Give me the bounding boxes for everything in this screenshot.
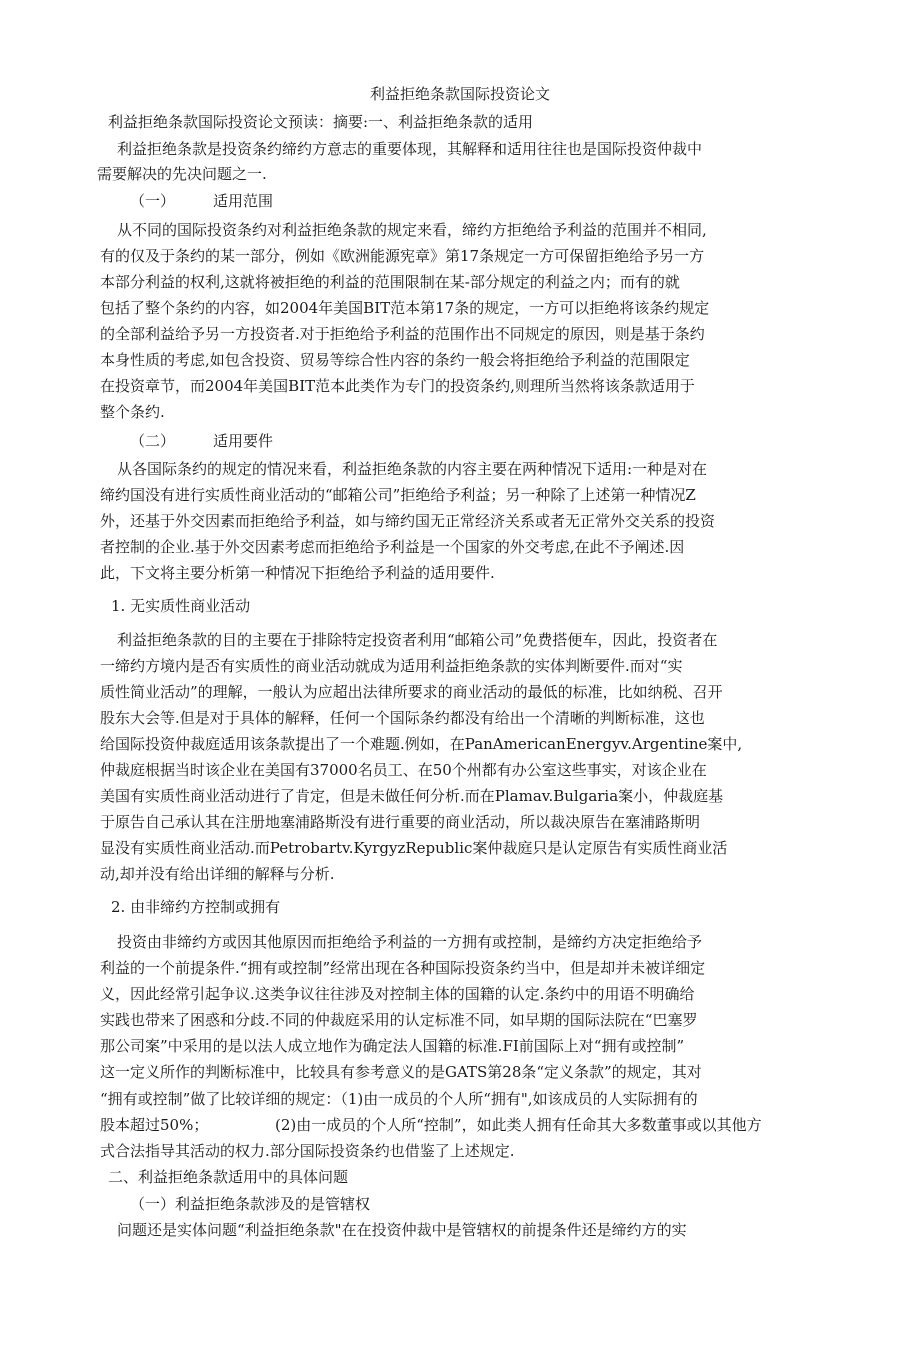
paragraph-line: 问题还是实体问题“利益拒绝条款"在在投资仲裁中是管辖权的前提条件还是缔约方的实 xyxy=(117,1221,687,1239)
paragraph-line: 美国有实质性商业活动进行了肯定，但是未做任何分析.而在Plamav.Bulgaria案小，仲裁庭基 xyxy=(100,787,724,805)
paragraph-line: 整个条约. xyxy=(100,403,165,421)
paragraph-line: 式合法指导其活动的权力.部分国际投资条约也借鉴了上述规定. xyxy=(100,1142,515,1160)
section-heading-1 xyxy=(130,191,273,211)
item-heading-2: 2. 由非缔约方控制或拥有 xyxy=(111,898,281,916)
section-number: （一） xyxy=(130,192,176,210)
subsection-heading: （一）利益拒绝条款涉及的是管辖权 xyxy=(130,1195,371,1213)
paragraph-line: 利益拒绝条款是投资条约缔约方意志的重要体现，其解释和适用往往也是国际投资仲裁中 xyxy=(117,140,703,158)
paragraph-line: 需要解决的先决问题之一. xyxy=(97,165,267,183)
document-title: 利益拒绝条款国际投资论文 xyxy=(369,85,550,103)
paragraph-line: 利益的一个前提条件.“拥有或控制”经常出现在各种国际投资条约当中，但是却并未被详细定 xyxy=(100,959,706,977)
paragraph-line: 投资由非缔约方或因其他原因而拒绝给予利益的一方拥有或控制，是缔约方决定拒绝给予 xyxy=(117,933,703,951)
paragraph-line: 显没有实质性商业活动.而Petrobartv.KyrgyzRepublic案仲裁庭只是认定原告有实质性商业活 xyxy=(100,839,728,857)
paragraph-line: “拥有或控制”做了比较详细的规定：（1)由一成员的个人所“拥有",如该成员的人实际拥有的 xyxy=(100,1090,698,1108)
paragraph-line: 此，下文将主要分析第一种情况下拒绝给予利益的适用要件. xyxy=(100,564,495,582)
paragraph-line: 的全部利益给予另一方投资者.对于拒绝给予利益的范围作出不同规定的原因，则是基于条约 xyxy=(100,325,705,343)
item-heading-1: 1. 无实质性商业活动 xyxy=(111,597,251,615)
paragraph-line: 外，还基于外交因素而拒绝给予利益，如与缔约国无正常经济关系或者无正常外交关系的投资 xyxy=(100,512,716,530)
paragraph-line: 实践也带来了困惑和分歧.不同的仲裁庭采用的认定标准不同，如早期的国际法院在“巴塞罗 xyxy=(100,1011,698,1029)
paragraph-line: 从各国际条约的规定的情况来看，利益拒绝条款的内容主要在两种情况下适用:一种是对在 xyxy=(117,460,708,478)
paragraph-line: 义，因此经常引起争议.这类争议往往涉及对控制主体的国籍的认定.条约中的用语不明确给 xyxy=(100,985,695,1003)
paragraph-line: 一缔约方境内是否有实质性的商业活动就成为适用利益拒绝条款的实体判断要件.而对“实 xyxy=(100,657,683,675)
paragraph-line: 那公司案”中采用的是以法人成立地作为确定法人国籍的标准.FI前国际上对“拥有或控制” xyxy=(100,1037,685,1055)
section-number: （二） xyxy=(130,432,176,450)
intro-line: 利益拒绝条款国际投资论文预读：摘要:一、利益拒绝条款的适用 xyxy=(108,113,534,131)
paragraph-line: 股东大会等.但是对于具体的解释，任何一个国际条约都没有给出一个清晰的判断标准，这也 xyxy=(100,709,705,727)
paragraph-line: 这一定义所作的判断标准中，比较具有参考意义的是GATS第28条“定义条款”的规定，其对 xyxy=(100,1063,702,1081)
section-title: 适用范围 xyxy=(213,192,274,210)
section-title: 适用要件 xyxy=(213,432,274,450)
paragraph-line-part: 股本超过50%； xyxy=(100,1116,209,1134)
paragraph-line: 给国际投资仲裁庭适用该条款提出了一个难题.例如，在PanAmericanEnergyv.Argentine案中, xyxy=(100,735,743,753)
part-heading: 二、利益拒绝条款适用中的具体问题 xyxy=(108,1168,349,1186)
paragraph-line: 动,却并没有给出详细的解释与分析. xyxy=(100,865,335,883)
paragraph-line: 利益拒绝条款的目的主要在于排除特定投资者利用“邮箱公司”免费搭便车，因此，投资者在 xyxy=(117,631,718,649)
paragraph-line: 质性简业活动”的理解，一般认为应超出法律所要求的商业活动的最低的标准，比如纳税、召开 xyxy=(100,683,723,701)
paragraph-line: 缔约国没有进行实质性商业活动的“邮箱公司”拒绝给予利益；另一种除了上述第一种情况Z xyxy=(100,486,696,504)
paragraph-line: 本身性质的考虑,如包含投资、贸易等综合性内容的条约一般会将拒绝给予利益的范围限定 xyxy=(100,351,690,369)
paragraph-line-part: (2)由一成员的个人所“控制”，如此类人拥有任命其大多数董事或以其他方 xyxy=(275,1116,762,1134)
paragraph-line: 从不同的国际投资条约对利益拒绝条款的规定来看，缔约方拒绝给予利益的范围并不相同, xyxy=(117,221,707,239)
paragraph-line: 在投资章节，而2004年美国BIT范本此类作为专门的投资条约,则理所当然将该条款适用于 xyxy=(100,377,695,395)
paragraph-line: 包括了整个条约的内容，如2004年美国BIT范本第17条的规定，一方可以拒绝将该条约规定 xyxy=(100,299,710,317)
paragraph-line: 有的仅及于条约的某一部分，例如《欧洲能源宪章》第17条规定一方可保留拒绝给予另一方 xyxy=(100,247,705,265)
paragraph-line: 本部分利益的权利,这就将被拒绝的利益的范围限制在某-部分规定的利益之内；而有的就 xyxy=(100,273,680,291)
paragraph-line: 仲裁庭根据当时该企业在美国有37000名员工、在50个州都有办公室这些事实，对该企业在 xyxy=(100,761,707,779)
paragraph-line: 者控制的企业.基于外交因素考虑而拒绝给予利益是一个国家的外交考虑,在此不予阐述.因 xyxy=(100,538,685,556)
paragraph-line: 于原告自己承认其在注册地塞浦路斯没有进行重要的商业活动，所以裁决原告在塞浦路斯明 xyxy=(100,813,701,831)
section-heading-2 xyxy=(130,431,273,451)
